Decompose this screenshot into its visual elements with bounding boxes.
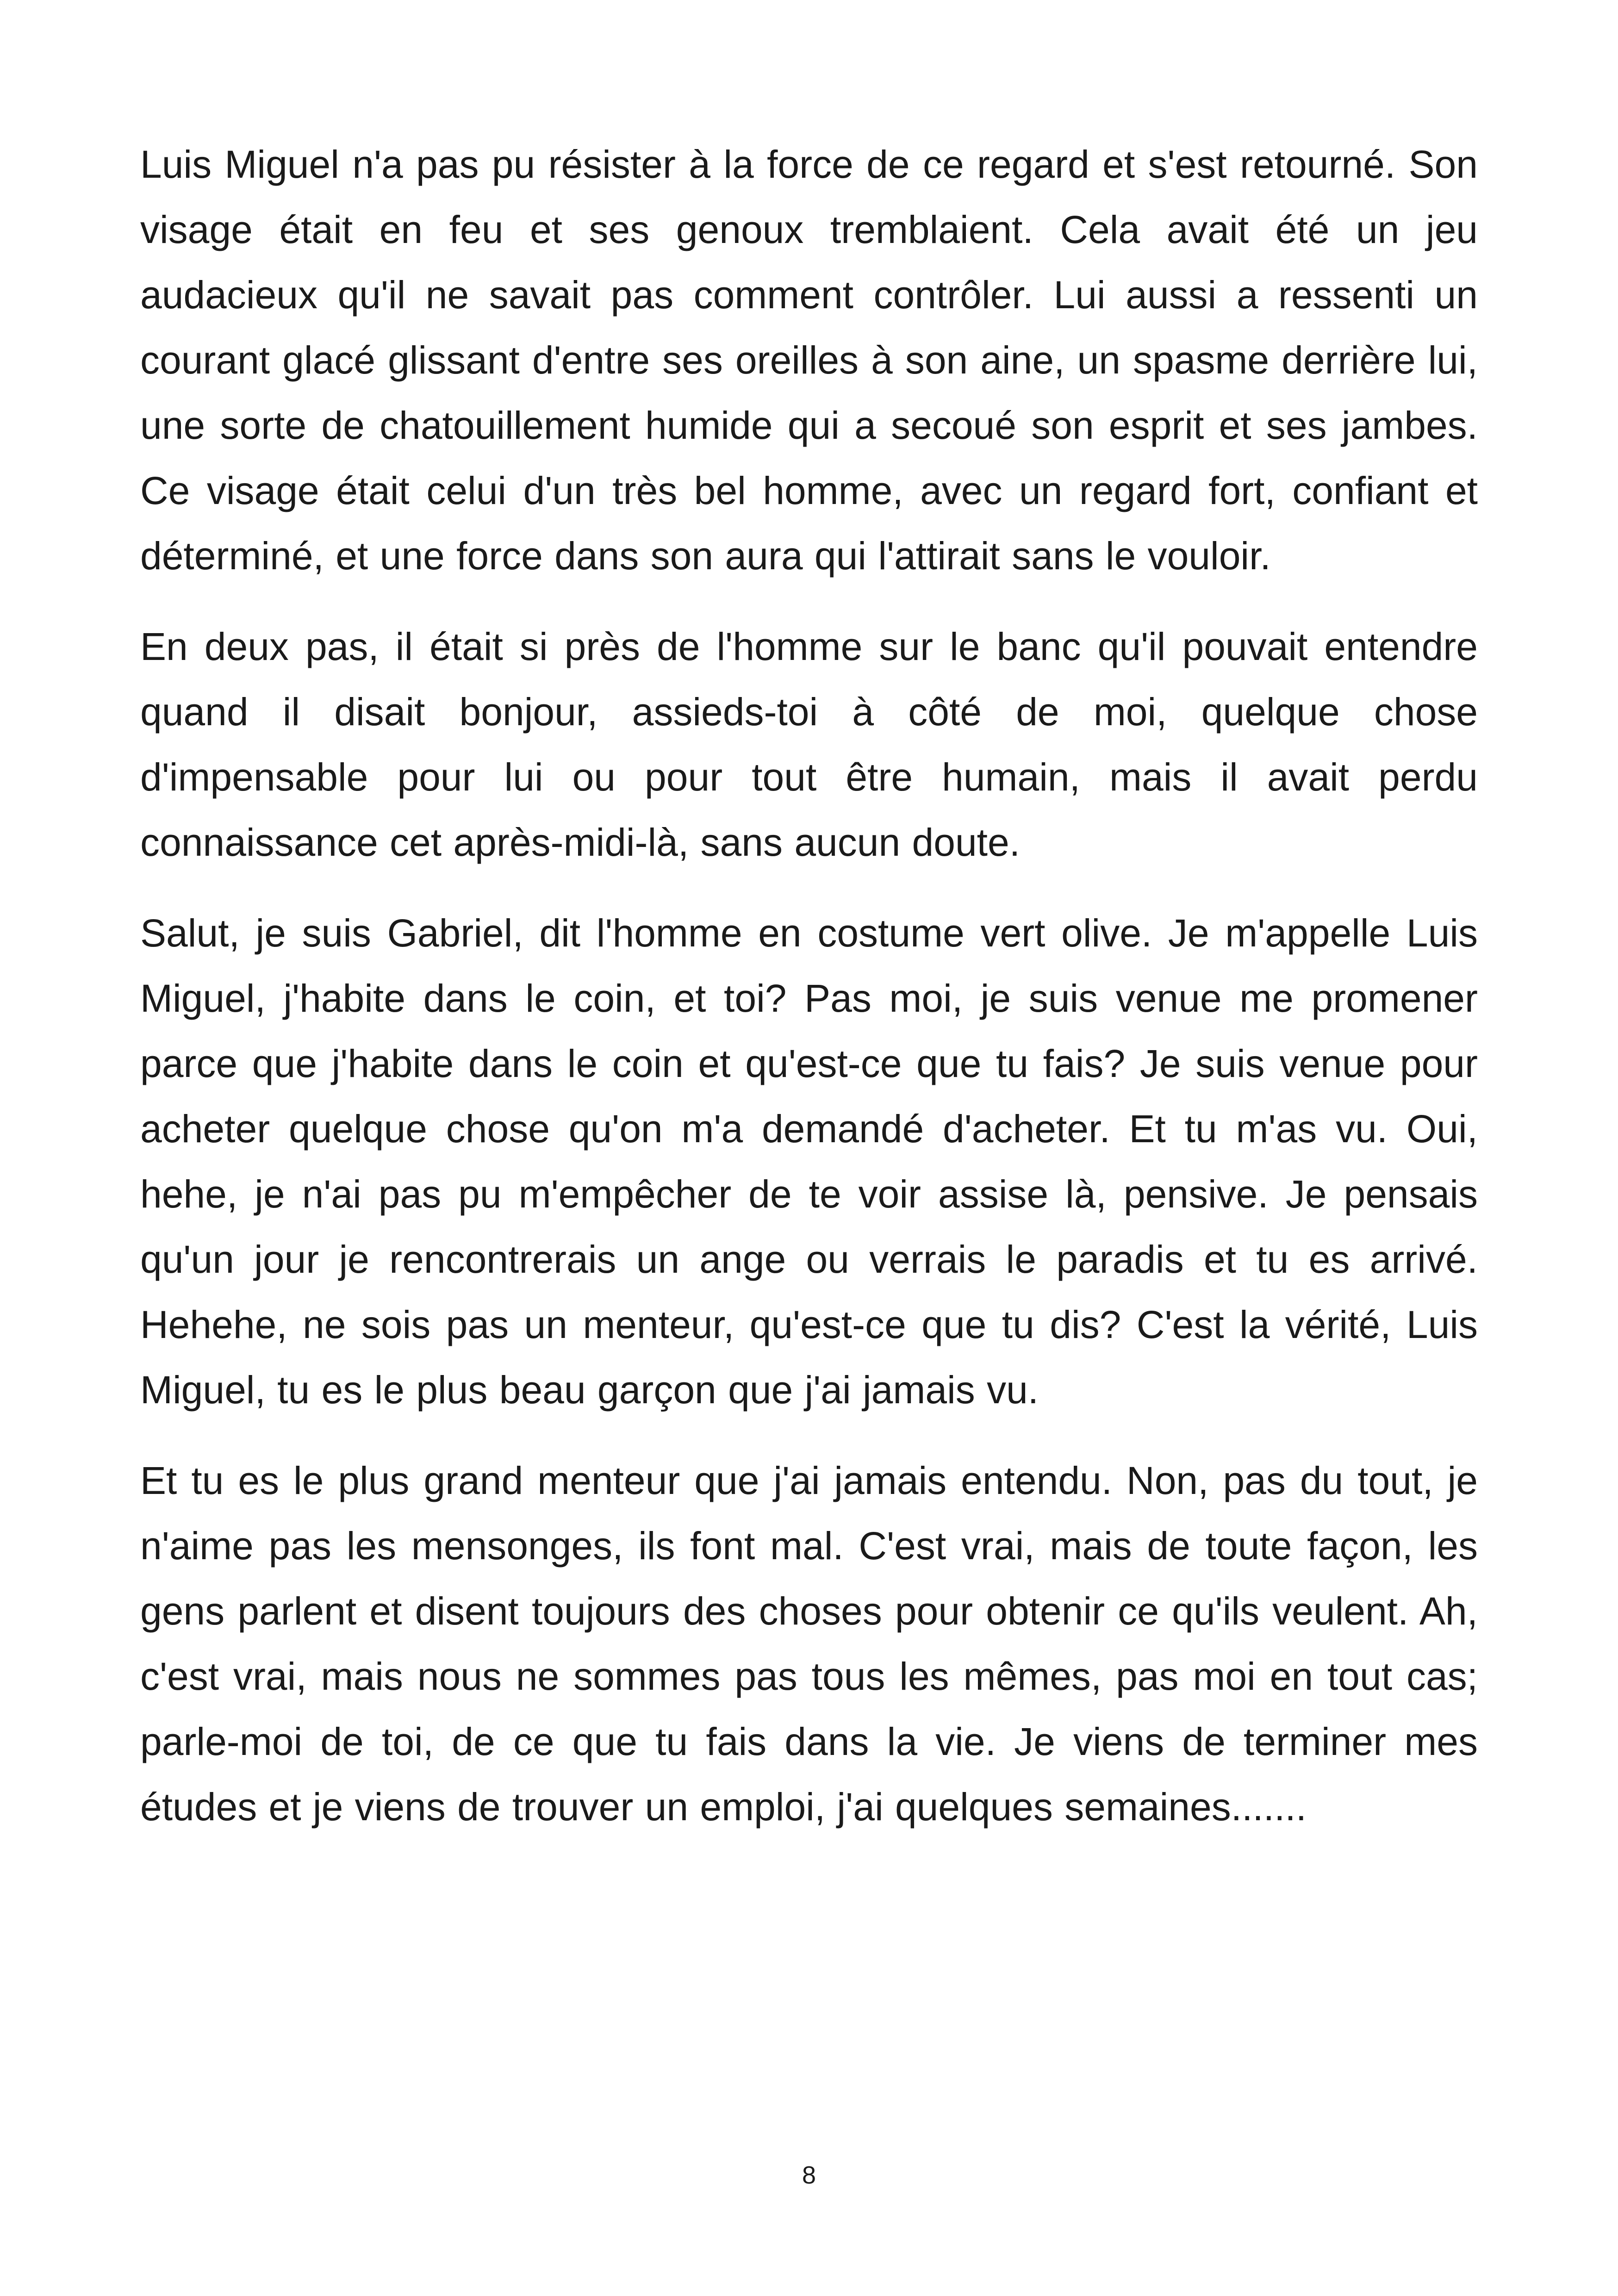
paragraph-3: Salut, je suis Gabriel, dit l'homme en costume vert olive. Je m'appelle Luis Miguel, j'habite dans le coin, et toi? Pas moi, je suis venue me promener parce que j'habite dans le coin et qu'est-ce que tu fais? Je suis venue pour acheter quelque chose qu'on m'a demandé d'acheter. Et tu m'as vu. Oui, hehe, je n'ai pas pu m'empêcher de te voir assise là, pensive. Je pensais qu'un jour je rencontrerais un ange ou verrais le paradis et tu es arrivé. Hehehe, ne sois pas un menteur, qu'est-ce que tu dis? C'est la vérité, Luis Miguel, tu es le plus beau garçon que j'ai jamais vu.	[140, 911, 1478, 1412]
body-text	[140, 132, 1478, 1865]
paragraph-2: En deux pas, il était si près de l'homme sur le banc qu'il pouvait entendre quand il disait bonjour, assieds-toi à côté de moi, quelque chose d'impensable pour lui ou pour tout être humain, mais il avait perdu connaissance cet après-midi-là, sans aucun doute.	[140, 625, 1478, 864]
paragraph-1: Luis Miguel n'a pas pu résister à la force de ce regard et s'est retourné. Son visage était en feu et ses genoux tremblaient. Cela avait été un jeu audacieux qu'il ne savait pas comment contrôler. Lui aussi a ressenti un courant glacé glissant d'entre ses oreilles à son aine, un spasme derrière lui, une sorte de chatouillement humide qui a secoué son esprit et ses jambes. Ce visage était celui d'un très bel homme, avec un regard fort, confiant et déterminé, et une force dans son aura qui l'attirait sans le vouloir.	[140, 143, 1478, 578]
page-number: 8	[802, 2161, 816, 2189]
paragraph-4: Et tu es le plus grand menteur que j'ai jamais entendu. Non, pas du tout, je n'aime pas les mensonges, ils font mal. C'est vrai, mais de toute façon, les gens parlent et disent toujours des choses pour obtenir ce qu'ils veulent. Ah, c'est vrai, mais nous ne sommes pas tous les mêmes, pas moi en tout cas; parle-moi de toi, de ce que tu fais dans la vie. Je viens de terminer mes études et je viens de trouver un emploi, j'ai quelques semaines.......	[140, 1459, 1478, 1829]
